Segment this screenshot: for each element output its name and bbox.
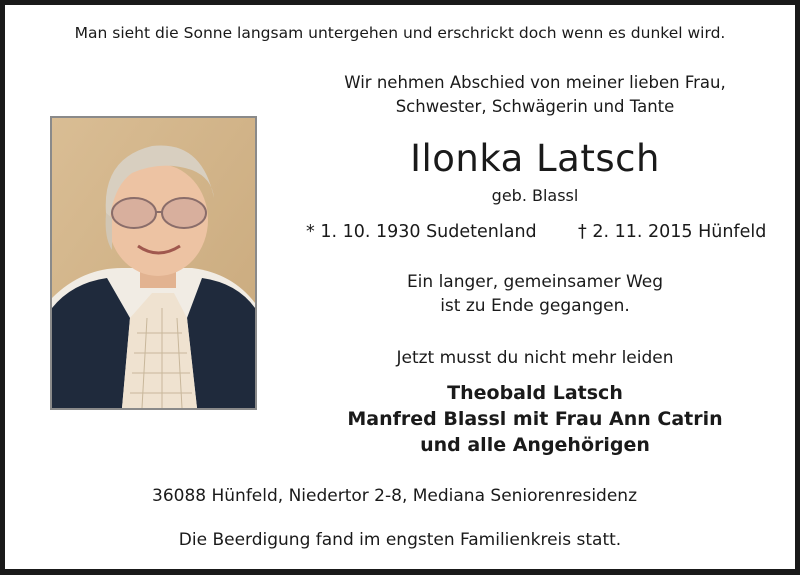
birth-date: * 1. 10. 1930 Sudetenland — [306, 222, 537, 242]
intro-line-1: Wir nehmen Abschied von meiner lieben Frau, — [344, 73, 726, 92]
death-date: † 2. 11. 2015 Hünfeld — [578, 222, 767, 242]
intro-line-2: Schwester, Schwägerin und Tante — [395, 97, 675, 116]
mourner-2: Manfred Blassl mit Frau Ann Catrin — [347, 408, 723, 430]
verse-line-2: ist zu Ende gegangen. — [440, 296, 630, 316]
portrait-photo — [50, 116, 257, 410]
funeral-note: Die Beerdigung fand im engsten Familienkreis statt. — [178, 530, 622, 550]
motto-text: Man sieht die Sonne langsam untergehen und erschrickt doch wenn es dunkel wird. — [74, 24, 726, 42]
verse-line-1: Ein langer, gemeinsamer Weg — [406, 272, 664, 292]
portrait-image — [52, 118, 255, 408]
mourner-3: und alle Angehörigen — [420, 434, 650, 456]
address-text: 36088 Hünfeld, Niedertor 2-8, Mediana Seniorenresidenz — [152, 486, 638, 506]
deceased-name: Ilonka Latsch — [410, 137, 660, 180]
birth-name: geb. Blassl — [491, 186, 579, 205]
mourner-1: Theobald Latsch — [447, 382, 623, 404]
verse-line-3: Jetzt musst du nicht mehr leiden — [396, 348, 674, 368]
